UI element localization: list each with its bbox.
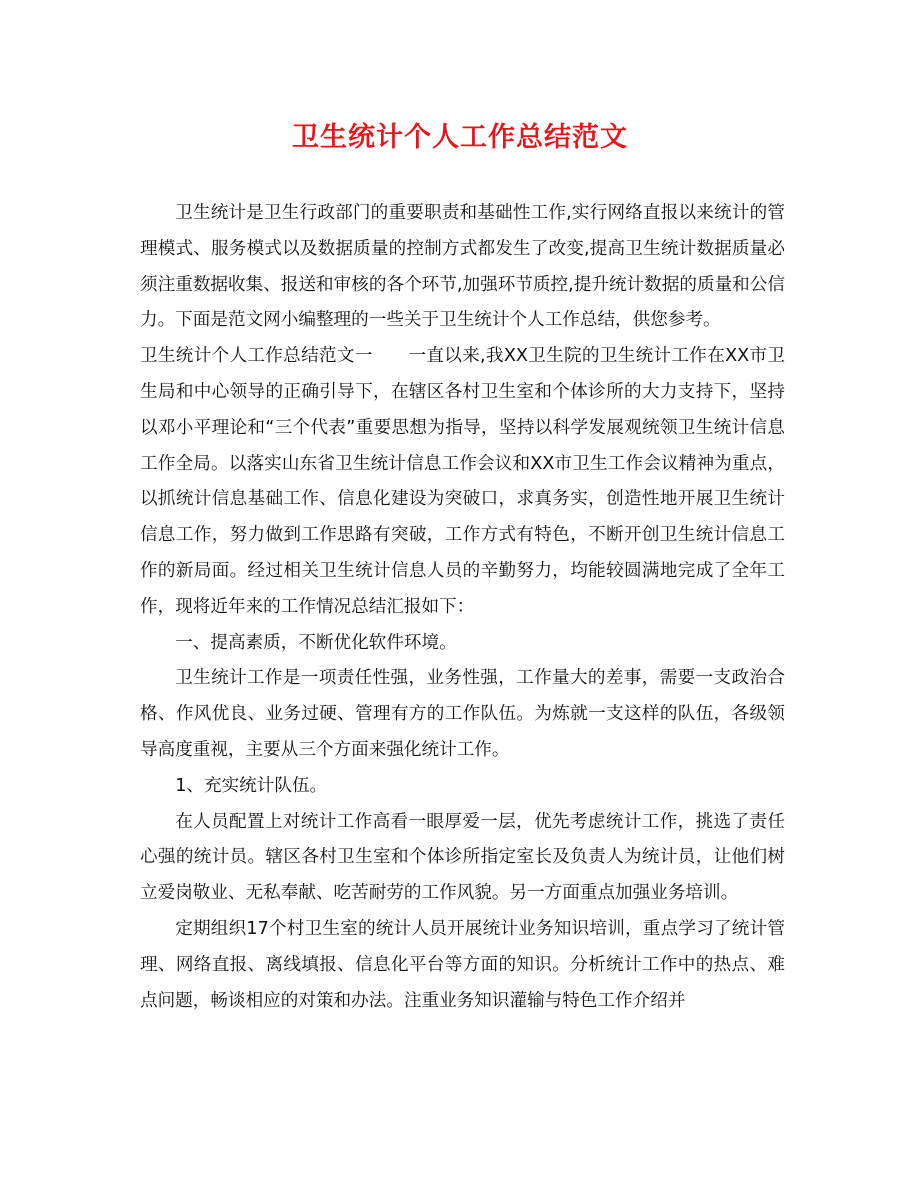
paragraph: 定期组织17个村卫生室的统计人员开展统计业务知识培训，重点学习了统计管理、网络直报、离线填报、信息化平台等方面的知识。分析统计工作中的热点、难点问题，畅谈相应的对策和办法。注重业务知识灌输与特色工作介绍并 xyxy=(140,918,785,1011)
paragraph: 卫生统计工作是一项责任性强，业务性强，工作量大的差事，需要一支政治合格、作风优良、业务过硬、管理有方的工作队伍。为炼就一支这样的队伍，各级领导高度重视，主要从三个方面来强化统计工作。 xyxy=(140,668,785,760)
paragraph: 卫生统计是卫生行政部门的重要职责和基础性工作,实行网络直报以来统计的管理模式、服务模式以及数据质量的控制方式都发生了改变,提高卫生统计数据质量必须注重数据收集、报送和审核的各个环节,加强环节质控,提升统计数据的质量和公信力。下面是范文网小编整理的一些关于卫生统计个人工作总结，供您参考。 xyxy=(140,203,785,331)
document-body xyxy=(140,196,785,1019)
document-title: 卫生统计个人工作总结范文 xyxy=(292,122,628,153)
section-heading: 一、提高素质，不断优化软件环境。 xyxy=(175,632,457,653)
paragraph: 卫生统计个人工作总结范文一 一直以来,我XX卫生院的卫生统计工作在XX市卫生局和中心领导的正确引导下，在辖区各村卫生室和个体诊所的大力支持下，坚持以邓小平理论和“三个代表”重要思想为指导，坚持以科学发展观统领卫生统计信息工作全局。以落实山东省卫生统计信息工作会议和XX市卫生工作会议精神为重点，以抓统计信息基础工作、信息化建设为突破口，求真务实，创造性地开展卫生统计信息工作，努力做到工作思路有突破，工作方式有特色，不断开创卫生统计信息工作的新局面。经过相关卫生统计信息人员的辛勤努力，均能较圆满地完成了全年工作，现将近年来的工作情况总结汇报如下： xyxy=(140,346,785,617)
subsection-heading: 1、充实统计队伍。 xyxy=(175,775,328,796)
paragraph: 在人员配置上对统计工作高看一眼厚爱一层，优先考虑统计工作，挑选了责任心强的统计员。辖区各村卫生室和个体诊所指定室长及负责人为统计员，让他们树立爱岗敬业、无私奉献、吃苦耐劳的工作风貌。另一方面重点加强业务培训。 xyxy=(140,811,785,904)
